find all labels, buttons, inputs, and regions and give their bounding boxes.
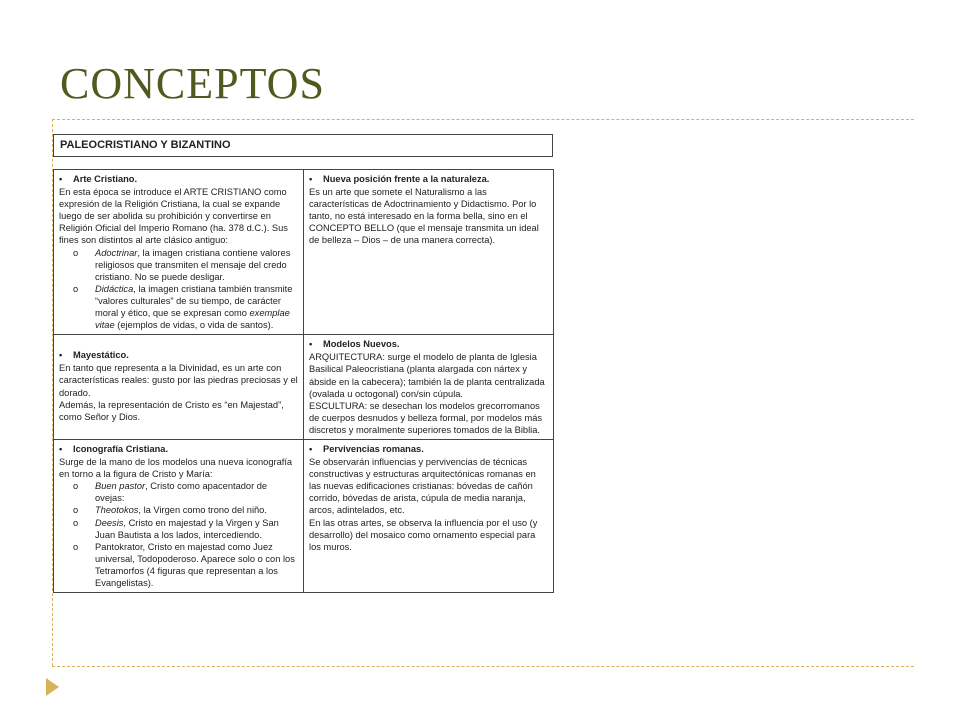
cell-text: En esta época se introduce el ARTE CRISTIANO como expresión de la Religión Cristiana, la cual se expande luego de ser abolida su prohibición y convertirse en Religión Oficial del Imperio Romano (ha. 378 d.C.). Sus fines son distintos al arte clásico antiguo: — [59, 187, 288, 246]
bottom-divider — [52, 666, 914, 667]
cell-arte-cristiano — [54, 170, 304, 335]
table-row — [54, 439, 554, 592]
cell-pervivencias — [304, 439, 554, 592]
table-row — [54, 170, 554, 335]
cell-heading: • Mayestático. — [59, 350, 129, 361]
concepts-table — [53, 169, 554, 593]
cell-heading: • Iconografía Cristiana. — [59, 443, 169, 454]
cell-text: Se observarán influencias y pervivencias de técnicas constructivas y estructuras arquitectónicas romanas en las nuevas edificaciones cristianas: bóvedas de cañón corrido, bóvedas de arista, cúpula de media naranja, arcos, adintelados, etc. — [309, 457, 536, 516]
cell-heading: • Nueva posición frente a la naturaleza. — [309, 174, 490, 184]
cell-text: ARQUITECTURA: surge el modelo de planta de Iglesia Basilical Paleocristiana (planta alargada con nártex y ábside en la cabecera); también la de planta centralizada (ovalada u octogonal) con/sin cúpula. — [309, 352, 545, 399]
list-item: o Adoctrinar, la imagen cristiana contiene valores religiosos que transmiten el mensaje del credo cristiano. No se puede desligar. — [73, 247, 291, 282]
document-header: PALEOCRISTIANO Y BIZANTINO — [53, 134, 553, 157]
cell-text: ESCULTURA: se desechan los modelos grecorromanos de cuerpos desnudos y belleza formal, por modelos más discretos y moralmente superiores tomados de la Biblia. — [309, 400, 543, 435]
cell-text: En tanto que representa a la Divinidad, es un arte con características reales: gusto por las piedras preciosas y el dorado. — [59, 363, 298, 398]
list-item: o Pantokrator, Cristo en majestad como Juez universal, Todopoderoso. Aparece solo o con los Tetramorfos (4 figuras que representan a los Evangelistas). — [73, 541, 295, 588]
slide-title: CONCEPTOS — [60, 59, 325, 108]
top-divider — [52, 119, 914, 120]
cell-text: Es un arte que somete el Naturalismo a las características de Adoctrinamiento y Didactismo. Por lo tanto, no está interesado en la forma bella, sino en el CONCEPTO BELLO (que el mensaje transmita un ideal de belleza – Dios – de una manera correcta). — [309, 187, 539, 246]
document-image — [53, 134, 553, 593]
cell-text: En las otras artes, se observa la influencia por el uso (y desarrollo) del mosaico como ornamento especial para los muros. — [309, 517, 538, 552]
list-item: o Didáctica, la imagen cristiana también transmite “valores culturales” de su tiempo, de carácter moral y ético, que se expresan como exemplae vitae (ejemplos de vidas, o vida de santos). — [73, 283, 293, 331]
list-item: o Buen pastor, Cristo como apacentador de ovejas: — [73, 481, 268, 504]
cell-iconografia — [54, 439, 304, 592]
list-item: o Theotokos, la Virgen como trono del niño. — [73, 505, 267, 516]
table-row — [54, 335, 554, 440]
cell-heading: • Modelos Nuevos. — [309, 339, 400, 350]
cell-heading: • Pervivencias romanas. — [309, 443, 424, 454]
list-item: o Deesis, Cristo en majestad y la Virgen y San Juan Bautista a los lados, intercediendo. — [73, 517, 279, 540]
cell-text: Además, la representación de Cristo es “en Majestad”, como Señor y Dios. — [59, 399, 284, 422]
cell-naturaleza — [304, 170, 554, 335]
cell-heading: • Arte Cristiano. — [59, 174, 138, 184]
cell-text: Surge de la mano de los modelos una nueva iconografía en torno a la figura de Cristo y María: — [59, 457, 293, 480]
slide-bullet-icon — [46, 678, 59, 696]
cell-mayestatico — [54, 335, 304, 440]
cell-modelos — [304, 335, 554, 440]
